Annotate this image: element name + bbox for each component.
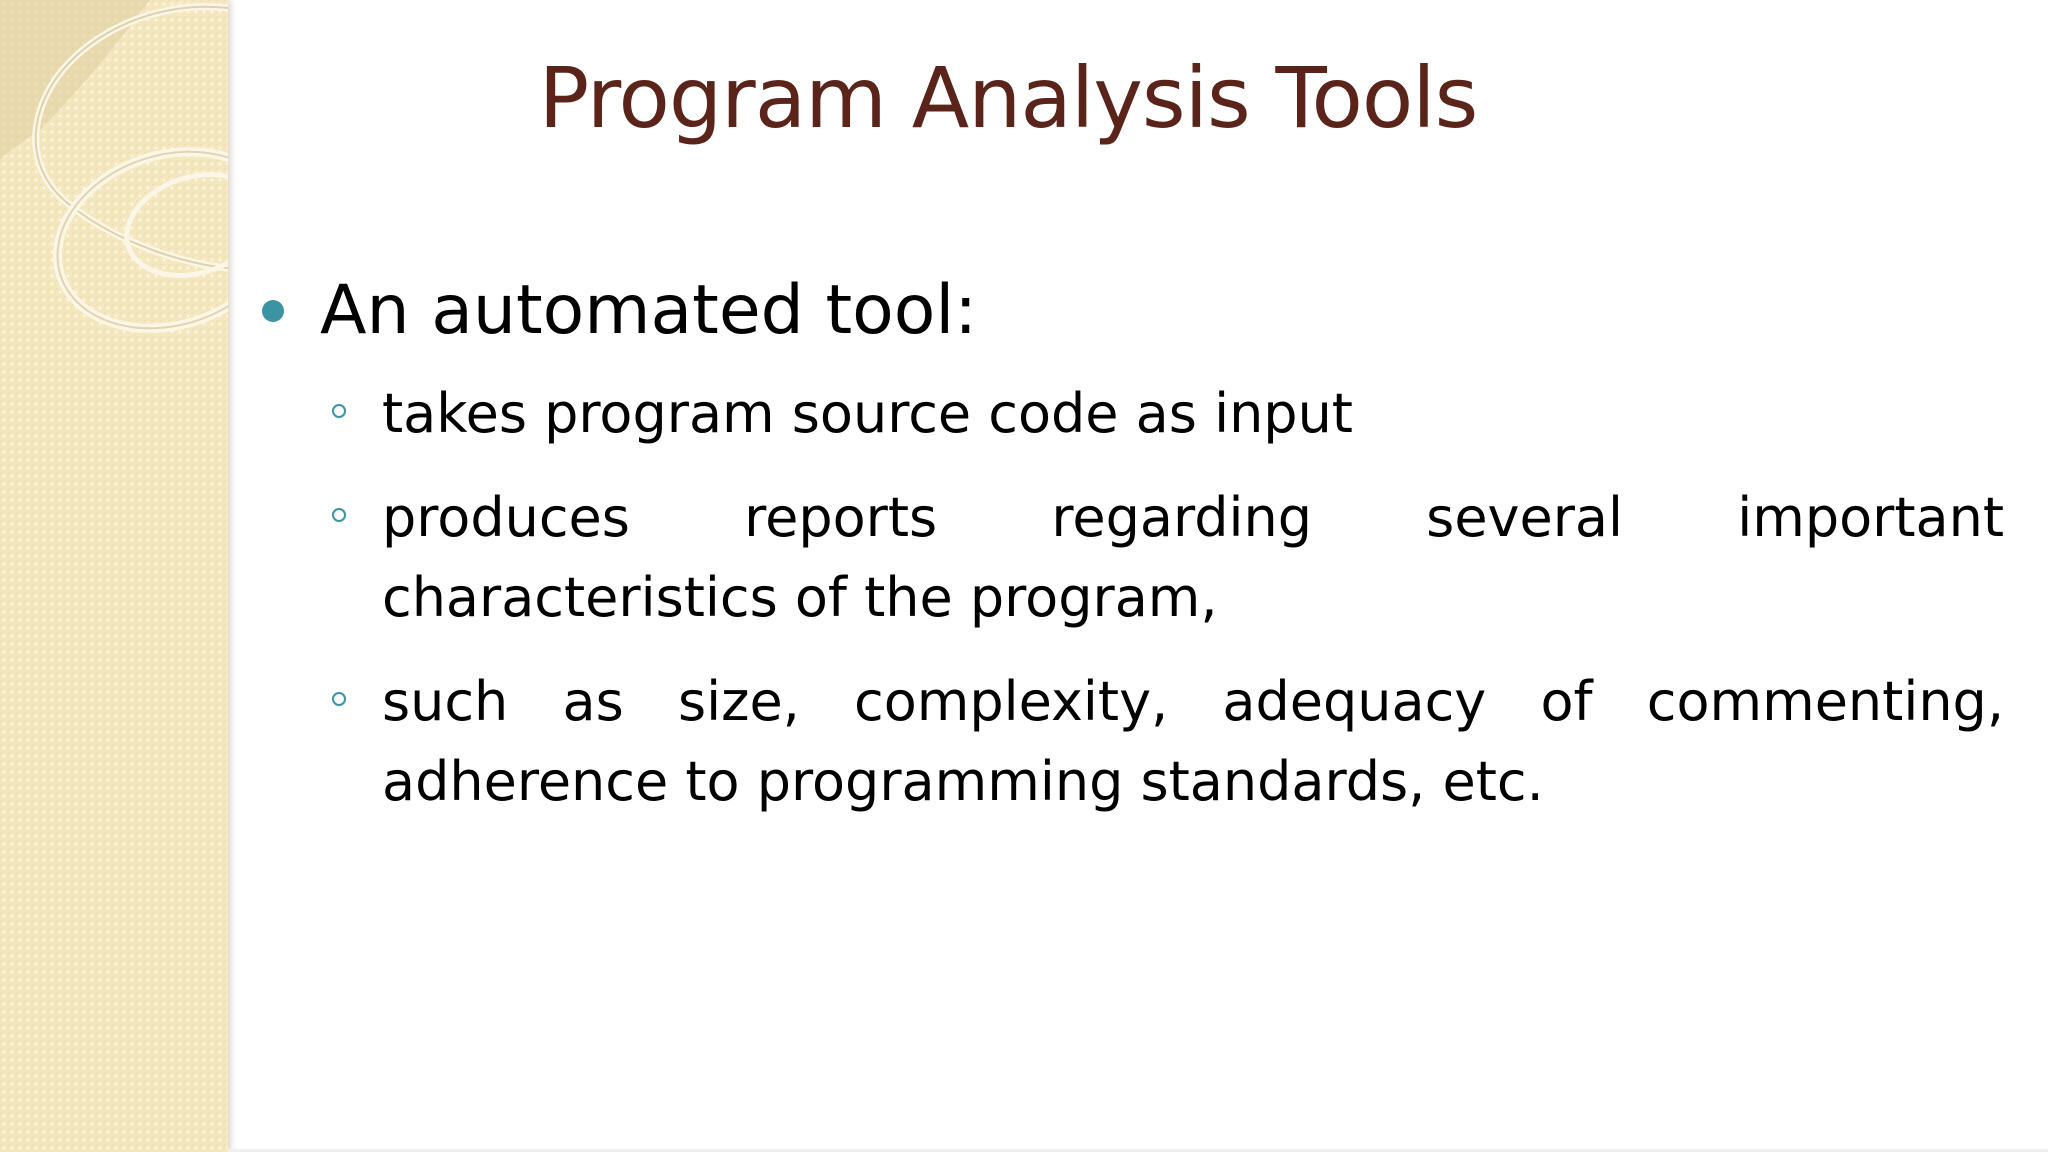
bullet-level-1: [250, 270, 2006, 352]
bullet-text: An automated tool:: [320, 271, 978, 350]
hollow-circle-bullet-icon: [332, 692, 346, 706]
hollow-circle-bullet-icon: [332, 404, 346, 418]
sub-bullet-text: such as size, complexity, adequacy of commenting, adherence to programming standards, etc.: [382, 669, 2004, 813]
slide-content: [250, 270, 2006, 846]
slide-title: Program Analysis Tools: [538, 49, 1478, 147]
bullet-level-2: [382, 478, 2004, 638]
bullet-level-2: [382, 374, 2004, 454]
sub-bullet-text: produces reports regarding several important characteristics of the program,: [382, 485, 2004, 629]
decorative-swirl-icon: [0, 0, 228, 420]
filled-circle-bullet-icon: [262, 300, 284, 322]
bullet-level-2: [382, 662, 2004, 822]
sub-bullet-text: takes program source code as input: [382, 381, 1353, 445]
hollow-circle-bullet-icon: [332, 508, 346, 522]
decorative-side-panel: [0, 0, 228, 1152]
